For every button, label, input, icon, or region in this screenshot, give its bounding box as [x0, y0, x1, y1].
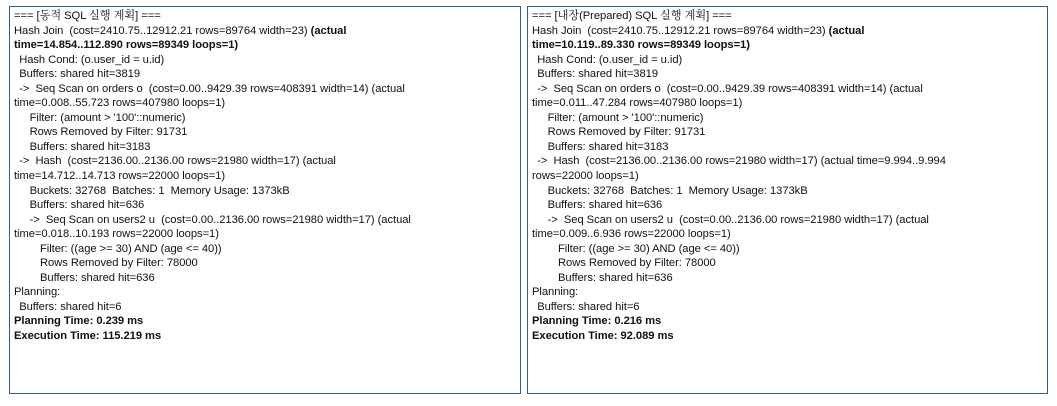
plan-line-text: Buffers: shared hit=636 — [558, 271, 673, 284]
plan-line — [532, 140, 1043, 155]
plan-line — [532, 198, 1043, 213]
plan-line-text: Rows Removed by Filter: 91731 — [547, 126, 706, 139]
plan-line-text: Filter: ((age >= 30) AND (age <= 40)) — [558, 242, 740, 255]
plan-line — [14, 53, 516, 68]
plan-line-text: Planning: — [14, 286, 61, 299]
plan-line-text: Filter: ((age >= 30) AND (age <= 40)) — [40, 242, 222, 255]
plan-line — [532, 9, 1043, 24]
plan-line-text: Buckets: 32768 Batches: 1 Memory Usage: 1373kB — [547, 184, 808, 197]
plan-line — [14, 227, 516, 242]
plan-line — [14, 140, 516, 155]
plan-line-text: Hash Join (cost=2410.75..12912.21 rows=89764 width=23) — [532, 24, 829, 37]
plan-line-text: Hash Cond: (o.user_id = u.id) — [537, 53, 683, 66]
plan-line — [14, 242, 516, 257]
plan-line — [14, 111, 516, 126]
plan-line-text: Rows Removed by Filter: 78000 — [40, 257, 198, 270]
plan-line — [14, 82, 516, 97]
plan-line-text: Buffers: shared hit=636 — [547, 199, 663, 212]
plan-line — [532, 271, 1043, 286]
plan-line — [532, 24, 1043, 39]
plan-line-text: Execution Time: 115.219 ms — [14, 330, 162, 343]
plan-line — [14, 125, 516, 140]
plan-line-text: Buffers: shared hit=3183 — [547, 140, 669, 153]
plan-line-text: Filter: (amount > '100'::numeric) — [29, 111, 186, 124]
plan-line — [14, 198, 516, 213]
plan-line-text: -> Hash (cost=2136.00..2136.00 rows=21980 width=17) (actual — [19, 155, 336, 168]
dynamic-sql-plan-panel — [9, 6, 521, 394]
plan-line — [14, 9, 516, 24]
plan-line-text: Execution Time: 92.089 ms — [532, 330, 674, 343]
plan-line — [532, 38, 1043, 53]
plan-line — [14, 67, 516, 82]
plan-line — [532, 67, 1043, 82]
plan-line — [14, 285, 516, 300]
plan-line-text: rows=22000 loops=1) — [532, 170, 639, 183]
plan-line-text: time=0.011..47.284 rows=407980 loops=1) — [532, 97, 743, 110]
plan-line — [532, 53, 1043, 68]
plan-line — [532, 82, 1043, 97]
plan-line-text: Buffers: shared hit=3819 — [537, 68, 658, 81]
plan-line-text: time=0.018..10.193 rows=22000 loops=1) — [14, 228, 219, 241]
plan-line-text: -> Seq Scan on users2 u (cost=0.00..2136.00 rows=21980 width=17) (actual — [29, 213, 411, 226]
plan-line — [14, 213, 516, 228]
plan-line-text: Buffers: shared hit=636 — [40, 271, 155, 284]
plan-line — [532, 256, 1043, 271]
plan-line — [14, 271, 516, 286]
plan-line — [14, 300, 516, 315]
plan-line-text: Buffers: shared hit=3183 — [29, 140, 151, 153]
plan-line — [14, 24, 516, 39]
plan-line-text: Hash Join (cost=2410.75..12912.21 rows=89764 width=23) — [14, 24, 311, 37]
plan-line-text: Filter: (amount > '100'::numeric) — [547, 111, 704, 124]
plan-line — [14, 329, 516, 344]
plan-line — [532, 169, 1043, 184]
plan-line — [532, 184, 1043, 199]
plan-line-text: -> Seq Scan on orders o (cost=0.00..9429.39 rows=408391 width=14) (actual — [537, 82, 923, 95]
plan-line — [14, 154, 516, 169]
plan-line-text: Buffers: shared hit=3819 — [19, 68, 140, 81]
plan-line — [532, 154, 1043, 169]
plan-line-text: time=14.854..112.890 rows=89349 loops=1) — [14, 39, 239, 52]
plan-line-text: time=0.008..55.723 rows=407980 loops=1) — [14, 97, 226, 110]
plan-line-text: Rows Removed by Filter: 78000 — [558, 257, 716, 270]
plan-line-text: -> Hash (cost=2136.00..2136.00 rows=21980 width=17) (actual time=9.994..9.994 — [537, 155, 946, 168]
plan-line — [532, 227, 1043, 242]
plan-line-text: time=10.119..89.330 rows=89349 loops=1) — [532, 39, 750, 52]
plan-line — [14, 169, 516, 184]
plan-line-text: === [내장(Prepared) SQL 실행 계획] === — [532, 10, 732, 22]
plan-line — [14, 38, 516, 53]
plan-line-text: Buffers: shared hit=636 — [29, 199, 145, 212]
plan-line — [532, 314, 1043, 329]
plan-line-text: time=14.712..14.713 rows=22000 loops=1) — [14, 170, 226, 183]
plan-line-text: Buckets: 32768 Batches: 1 Memory Usage: 1373kB — [29, 184, 290, 197]
prepared-sql-plan-panel — [527, 6, 1048, 394]
plan-line-bold-text: (actual — [828, 24, 865, 37]
plan-line-text: Buffers: shared hit=6 — [19, 300, 122, 313]
plan-line — [532, 125, 1043, 140]
plan-line — [14, 256, 516, 271]
plan-line — [14, 314, 516, 329]
plan-line — [532, 111, 1043, 126]
plan-line-text: Hash Cond: (o.user_id = u.id) — [19, 53, 165, 66]
plan-line-text: -> Seq Scan on users2 u (cost=0.00..2136.00 rows=21980 width=17) (actual — [547, 213, 929, 226]
plan-line-text: Rows Removed by Filter: 91731 — [29, 126, 188, 139]
plan-line-text: Planning: — [532, 286, 579, 299]
plan-line — [532, 242, 1043, 257]
plan-line-text: -> Seq Scan on orders o (cost=0.00..9429.39 rows=408391 width=14) (actual — [19, 82, 405, 95]
plan-line — [532, 300, 1043, 315]
plan-line-text: Planning Time: 0.239 ms — [14, 315, 144, 328]
plan-line — [532, 213, 1043, 228]
plan-line-text: Planning Time: 0.216 ms — [532, 315, 662, 328]
plan-line-text: === [동적 SQL 실행 계획] === — [14, 10, 161, 22]
plan-line — [14, 184, 516, 199]
plan-line — [532, 96, 1043, 111]
plan-line-text: time=0.009..6.936 rows=22000 loops=1) — [532, 228, 731, 241]
plan-line-text: Buffers: shared hit=6 — [537, 300, 640, 313]
plan-line-bold-text: (actual — [310, 24, 347, 37]
plan-line — [14, 96, 516, 111]
plan-line — [532, 285, 1043, 300]
plan-line — [532, 329, 1043, 344]
